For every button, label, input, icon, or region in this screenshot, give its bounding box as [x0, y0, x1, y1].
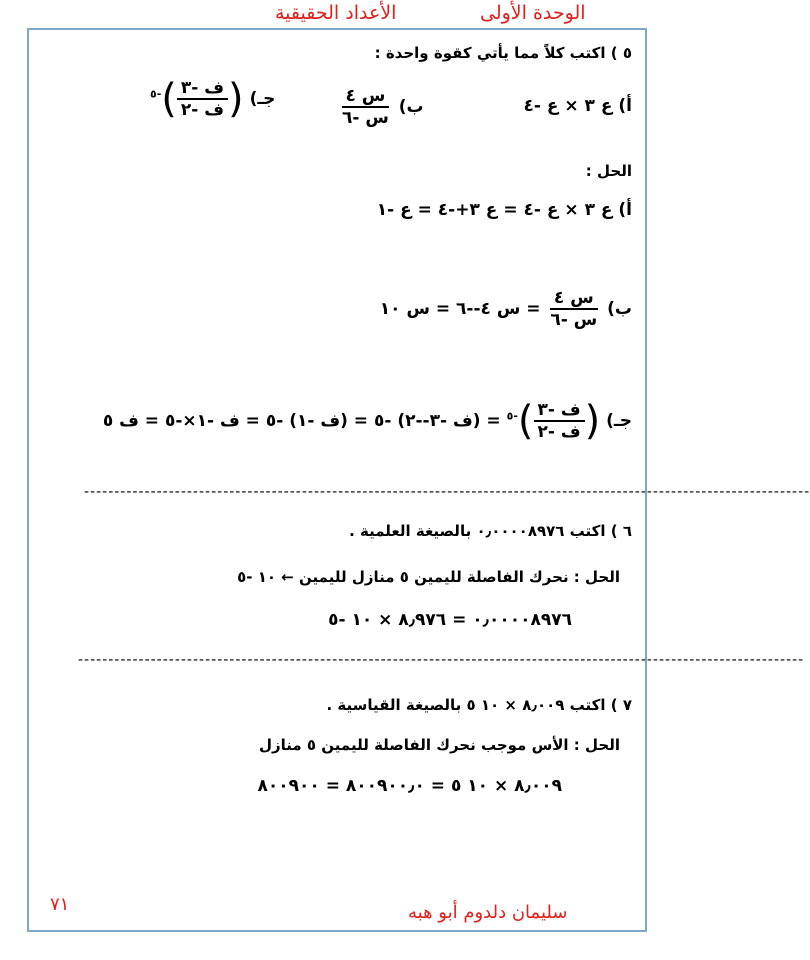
header-topic: الأعداد الحقيقية [275, 2, 397, 24]
q5-c-exponent: -٥ [150, 87, 162, 101]
q5-b-fraction [338, 86, 393, 128]
q5-c-label: جـ) [249, 89, 276, 109]
q5-solution-b [380, 288, 632, 330]
q5-solution-c-label: جـ) [606, 411, 632, 431]
q7-solution-line1: الحل : الأس موجب نحرك الفاصلة لليمين ٥ منازل [259, 736, 620, 754]
q5-solution-b-numerator: س ٤ [550, 288, 598, 310]
q5-title: ٥ ) اكتب كلاً مما يأتي كقوة واحدة : [374, 44, 632, 62]
q5-solution-c-denominator: ف -٢ [537, 422, 581, 442]
q5-c-fraction [177, 78, 228, 120]
q5-b-denominator: س -٦ [342, 108, 389, 128]
q5-solution-c-exponent: -٥ [506, 409, 518, 423]
q7-title: ٧ ) اكتب ٨٫٠٠٩ × ١٠ ٥ بالصيغة القياسية . [326, 696, 632, 714]
q5-a-label: أ) [618, 96, 632, 116]
q5-solution-label: الحل : [585, 162, 632, 180]
q5-a-expr: ع ٣ × ع -٤ [523, 96, 613, 116]
q5-solution-b-label: ب) [607, 299, 632, 319]
q5-solution-c: جـ) ( $\frac{\text{ف -٣}}{\text{ف -٢}}$ )$^{-٥}$ = (ف -٣--٢) -٥ = (ف -١) -٥ = ف -١×-٥ = ف ٥ [102, 398, 632, 444]
q5-b-numerator: س ٤ [342, 86, 390, 108]
divider-2: ------------------------------------------------------------------------------------------------------------------------ [78, 652, 805, 668]
q5-c-numerator: ف -٣ [177, 78, 228, 100]
author-name: سليمان دلدوم أبو هبه [408, 902, 568, 923]
divider-1: ------------------------------------------------------------------------------------------------------------------------ [84, 484, 810, 500]
page-number: ٧١ [50, 894, 70, 915]
q7-solution-line2: ٨٫٠٠٩ × ١٠ ٥ = ٨٠٠٩٠٠٫٠ = ٨٠٠٩٠٠ [257, 776, 562, 796]
q5-b-label: ب) [398, 97, 424, 117]
q5-b [338, 86, 424, 128]
q5-solution-b-fraction [546, 288, 601, 330]
q5-solution-b-denominator: س -٦ [550, 310, 598, 330]
q5-solution-b-rest: = س ٤--٦ = س ١٠ [379, 299, 541, 319]
q6-solution-line1: الحل : نحرك الفاصلة لليمين ٥ منازل لليمين ← ١٠ -٥ [237, 568, 620, 586]
q5-c-denominator: ف -٢ [180, 100, 225, 120]
q5-a [523, 96, 632, 116]
q6-title: ٦ ) اكتب ٠٫٠٠٠٠٨٩٧٦ بالصيغة العلمية . [349, 522, 632, 540]
q5-c: جـ) ( $\frac{\text{ف -٣}}{\text{ف -٢}}$ )$^{-٥}$ [150, 76, 276, 122]
q5-solution-c-fraction [534, 400, 585, 442]
q5-solution-c-rest: = (ف -٣--٢) -٥ = (ف -١) -٥ = ف -١×-٥ = ف ٥ [102, 411, 501, 431]
q6-solution-line2: ٠٫٠٠٠٠٨٩٧٦ = ٨٫٩٧٦ × ١٠ -٥ [328, 610, 572, 630]
page-border [27, 28, 810, 932]
q5-solution-a: أ) ع ٣ × ع -٤ = ع ٣+-٤ = ع -١ [376, 200, 632, 220]
q5-solution-c-numerator: ف -٣ [534, 400, 585, 422]
header-unit: الوحدة الأولى [480, 2, 586, 24]
